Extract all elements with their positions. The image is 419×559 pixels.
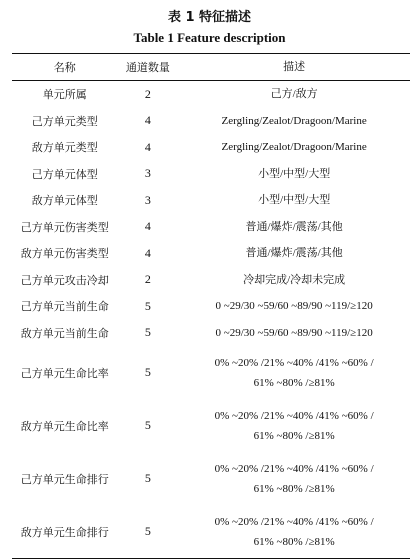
description-line: 小型/中型/大型 — [258, 167, 331, 180]
cell-name: 敌方单元类型 — [31, 141, 98, 155]
description-line: 0 ~29/30 ~59/60 ~89/90 ~119/≥120 — [215, 326, 373, 339]
cell-description — [178, 214, 410, 241]
cell-name: 己方单元当前生命 — [20, 300, 109, 314]
cell-channels: 5 — [144, 298, 151, 313]
cell-channels: 3 — [144, 192, 151, 207]
cell-name: 己方单元攻击冷却 — [20, 273, 109, 287]
cell-description — [178, 108, 410, 135]
table-row — [12, 505, 410, 559]
description-line: 0% ~20% /21% ~40% /41% ~60% / — [214, 515, 374, 528]
cell-name: 己方单元体型 — [31, 167, 98, 181]
cell-name: 单元所属 — [42, 88, 87, 102]
cell-name: 己方单元类型 — [31, 114, 98, 128]
table-row — [12, 187, 410, 214]
table-row — [12, 293, 410, 320]
table-row — [12, 134, 410, 161]
cell-name: 己方单元生命比率 — [20, 366, 109, 380]
table-row — [12, 267, 410, 294]
description-line: 普通/爆炸/震荡/其他 — [245, 247, 343, 260]
description-line: 小型/中型/大型 — [258, 194, 331, 207]
description-line: Zergling/Zealot/Dragoon/Marine — [221, 141, 367, 154]
cell-name: 己方单元生命排行 — [20, 472, 109, 486]
cell-channels: 4 — [144, 139, 151, 154]
cell-channels: 4 — [144, 113, 151, 128]
cell-description — [178, 267, 410, 294]
description-line: 0% ~20% /21% ~40% /41% ~60% / — [214, 356, 374, 369]
description-line: 61% ~80% /≥81% — [253, 535, 335, 548]
table-row — [12, 161, 410, 188]
cell-description — [178, 399, 410, 452]
header-channels: 通道数量 — [118, 54, 179, 81]
cell-description — [178, 346, 410, 399]
cell-description — [178, 293, 410, 320]
table-title-en: Table 1 Feature description — [133, 30, 286, 45]
cell-channels: 5 — [118, 505, 179, 559]
table-row — [12, 108, 410, 135]
description-line: 普通/爆炸/震荡/其他 — [245, 220, 343, 233]
cell-name: 敌方单元当前生命 — [20, 326, 109, 340]
description-line: 61% ~80% /≥81% — [253, 376, 335, 389]
cell-channels: 2 — [144, 272, 151, 287]
cell-name: 敌方单元体型 — [31, 194, 98, 208]
table-row — [12, 320, 410, 347]
cell-channels: 5 — [144, 325, 151, 340]
cell-description — [178, 187, 410, 214]
cell-channels: 5 — [144, 418, 151, 432]
description-line: 己方/敌方 — [270, 88, 318, 101]
cell-name: 己方单元伤害类型 — [20, 220, 109, 234]
description-line: 冷却完成/冷却未完成 — [243, 273, 346, 286]
table-row — [12, 399, 410, 452]
table-body — [12, 81, 410, 559]
table-row — [12, 214, 410, 241]
cell-channels: 5 — [144, 471, 151, 485]
table-row — [12, 240, 410, 267]
header-name: 名称 — [12, 54, 118, 81]
cell-description — [178, 134, 410, 161]
cell-channels: 4 — [144, 219, 151, 234]
table-title-cn: 表 1 特征描述 — [167, 10, 252, 25]
cell-description — [178, 452, 410, 505]
cell-channels: 2 — [144, 86, 151, 101]
cell-name: 敌方单元生命比率 — [20, 419, 109, 433]
header-description: 描述 — [178, 54, 410, 81]
cell-channels: 4 — [144, 245, 151, 260]
cell-channels: 3 — [144, 166, 151, 181]
cell-description — [178, 161, 410, 188]
cell-description — [178, 81, 410, 108]
description-line: 0% ~20% /21% ~40% /41% ~60% / — [214, 462, 374, 475]
description-line: 61% ~80% /≥81% — [253, 429, 335, 442]
cell-description — [178, 505, 410, 559]
feature-table — [12, 53, 410, 559]
description-line: 0% ~20% /21% ~40% /41% ~60% / — [214, 409, 374, 422]
table-row — [12, 452, 410, 505]
table-row — [12, 81, 410, 108]
description-line: 61% ~80% /≥81% — [253, 482, 335, 495]
cell-name: 敌方单元伤害类型 — [20, 247, 109, 261]
cell-name: 敌方单元生命排行 — [12, 505, 118, 559]
cell-description — [178, 240, 410, 267]
description-line: Zergling/Zealot/Dragoon/Marine — [221, 114, 367, 127]
table-header-row — [12, 54, 410, 81]
description-line: 0 ~29/30 ~59/60 ~89/90 ~119/≥120 — [215, 300, 373, 313]
table-row — [12, 346, 410, 399]
cell-channels: 5 — [144, 365, 151, 379]
cell-description — [178, 320, 410, 347]
